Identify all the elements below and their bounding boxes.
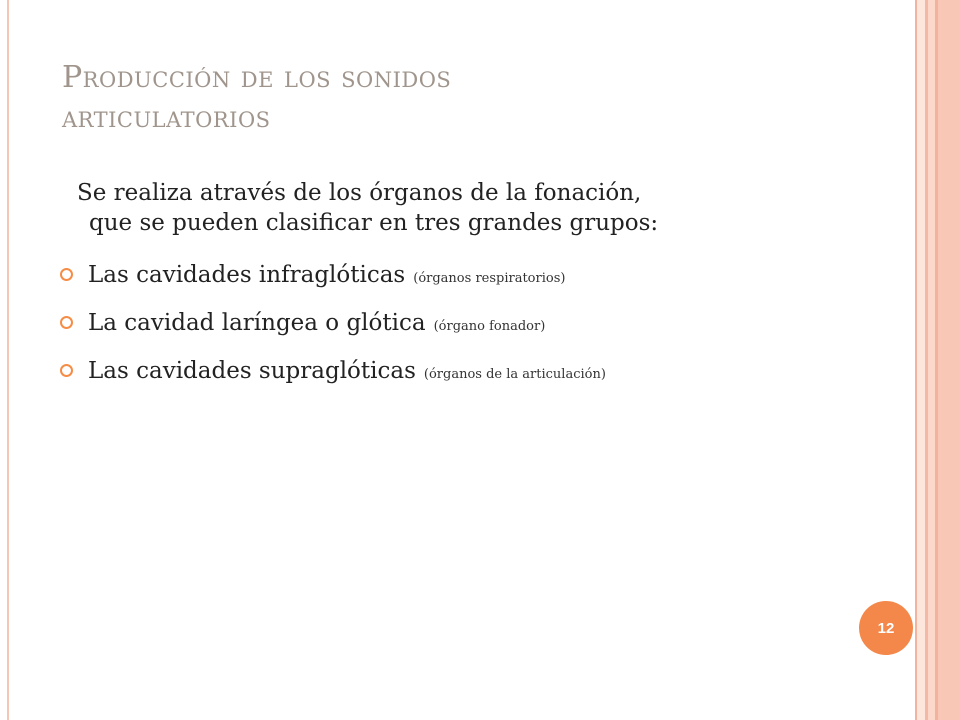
bullet-circle-icon [60, 268, 73, 281]
intro-line-1: Se realiza através de los órganos de la fonación, [77, 180, 642, 206]
page-number-badge: 12 [859, 601, 913, 655]
slide-title-line-1: Producción de los sonidos [62, 60, 452, 95]
bullet-note: (órganos respiratorios) [413, 271, 566, 286]
bullet-text: Las cavidades supraglóticas [88, 358, 416, 384]
right-decorative-border [915, 0, 960, 720]
list-item [60, 358, 606, 406]
intro-paragraph [77, 178, 837, 238]
left-decorative-line [7, 0, 9, 720]
bullet-text: La cavidad laríngea o glótica [88, 310, 426, 336]
bullet-circle-icon [60, 364, 73, 377]
slide-title-line-2: articulatorios [62, 100, 271, 135]
intro-line-2: que se pueden clasificar en tres grandes grupos: [89, 210, 659, 236]
bullet-text: Las cavidades infraglóticas [88, 262, 406, 288]
list-item [60, 310, 606, 358]
bullet-list [60, 262, 606, 406]
bullet-note: (órganos de la articulación) [423, 367, 606, 382]
bullet-circle-icon [60, 316, 73, 329]
list-item [60, 262, 606, 310]
slide-title [62, 58, 842, 138]
bullet-note: (órgano fonador) [433, 319, 546, 334]
